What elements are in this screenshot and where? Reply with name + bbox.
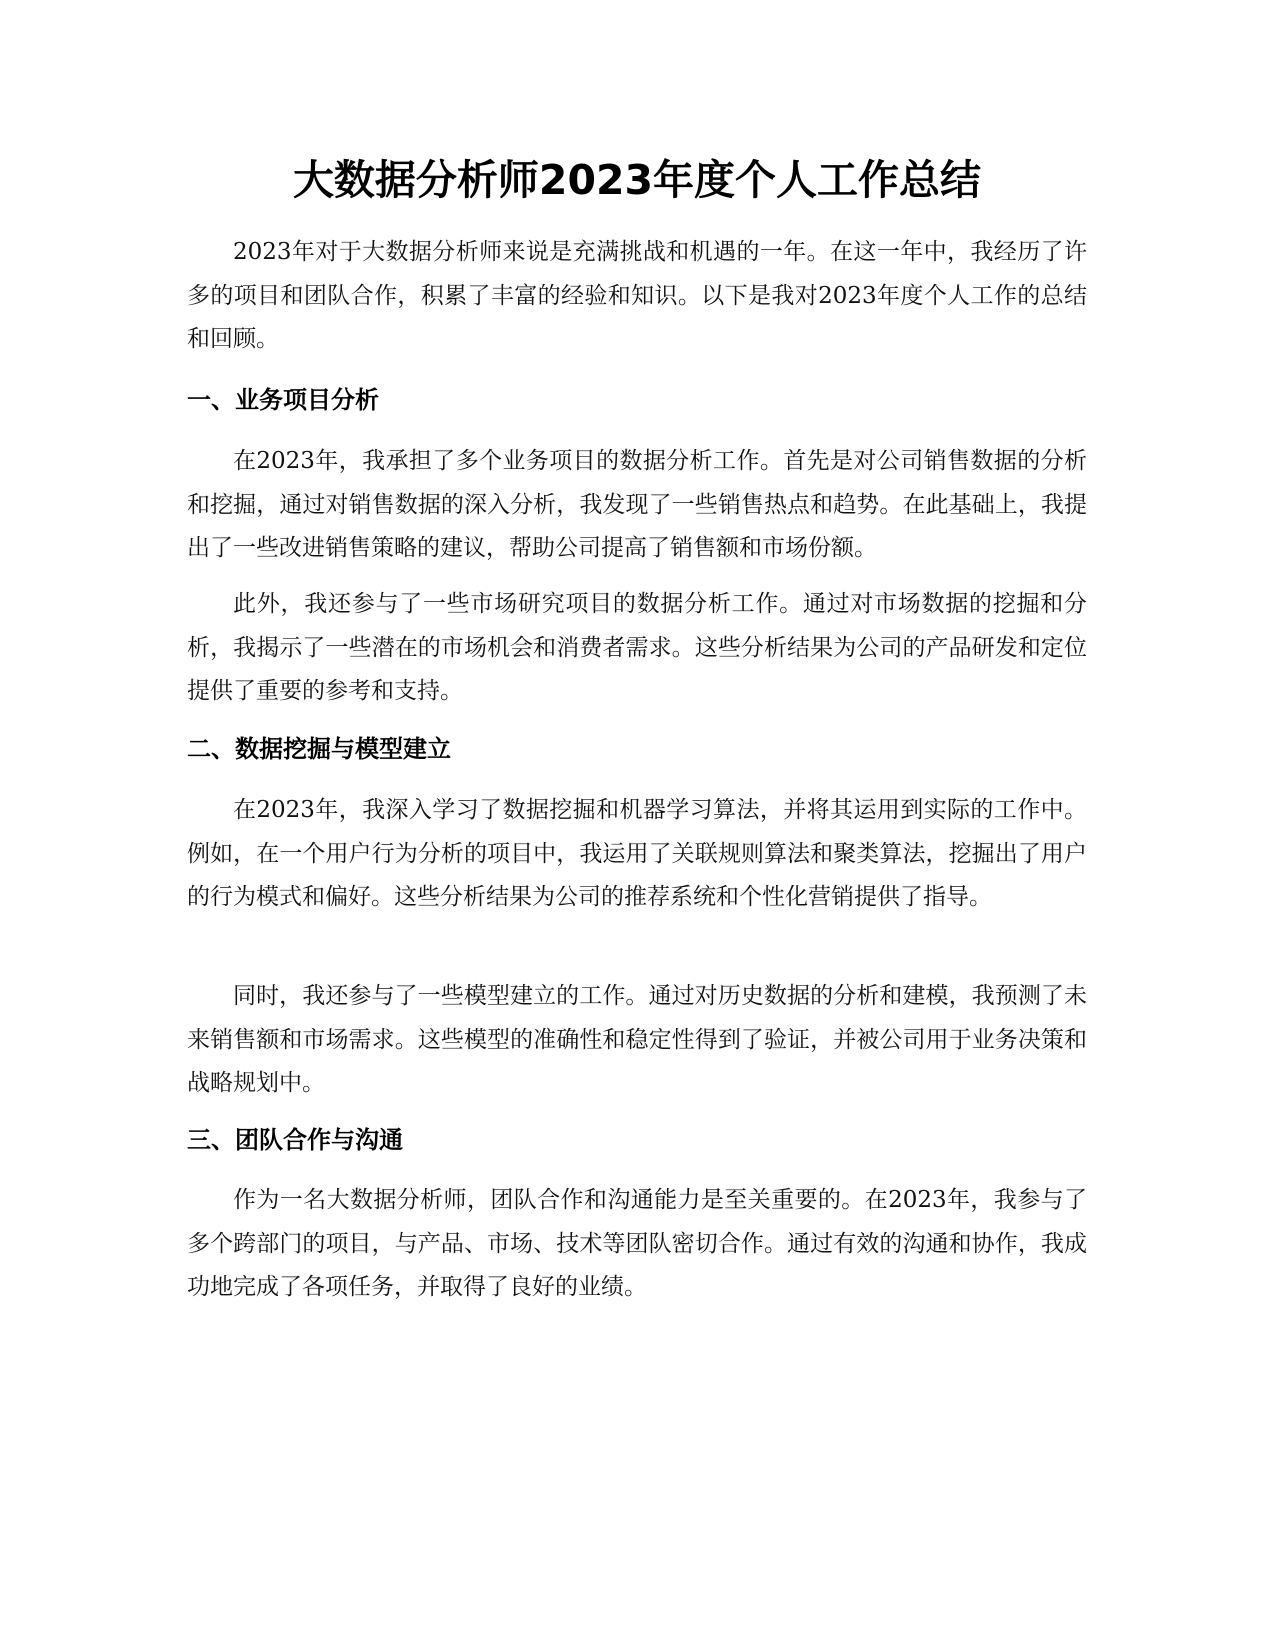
section-1-paragraph-1: 在2023年，我承担了多个业务项目的数据分析工作。首先是对公司销售数据的分析和挖掘，通过对销售数据的深入分析，我发现了一些销售热点和趋势。在此基础上，我提出了一些改进销售策略的建议，帮助公司提高了销售额和市场份额。 (187, 448, 1087, 561)
section-1-paragraph-2: 此外，我还参与了一些市场研究项目的数据分析工作。通过对市场数据的挖掘和分析，我揭示了一些潜在的市场机会和消费者需求。这些分析结果为公司的产品研发和定位提供了重要的参考和支持。 (187, 591, 1087, 704)
section-heading-data-mining: 二、数据挖掘与模型建立 (187, 735, 451, 763)
section-2-paragraph-2: 同时，我还参与了一些模型建立的工作。通过对历史数据的分析和建模，我预测了未来销售额和市场需求。这些模型的准确性和稳定性得到了验证，并被公司用于业务决策和战略规划中。 (187, 983, 1087, 1096)
section-3-paragraph-1: 作为一名大数据分析师，团队合作和沟通能力是至关重要的。在2023年，我参与了多个跨部门的项目，与产品、市场、技术等团队密切合作。通过有效的沟通和协作，我成功地完成了各项任务，并取得了良好的业绩。 (187, 1187, 1087, 1300)
section-2-paragraph-1: 在2023年，我深入学习了数据挖掘和机器学习算法，并将其运用到实际的工作中。例如，在一个用户行为分析的项目中，我运用了关联规则算法和聚类算法，挖掘出了用户的行为模式和偏好。这些分析结果为公司的推荐系统和个性化营销提供了指导。 (187, 797, 1087, 910)
document-title: 大数据分析师2023年度个人工作总结 (292, 156, 982, 204)
intro-paragraph: 2023年对于大数据分析师来说是充满挑战和机遇的一年。在这一年中，我经历了许多的项目和团队合作，积累了丰富的经验和知识。以下是我对2023年度个人工作的总结和回顾。 (187, 239, 1087, 352)
section-heading-business-analysis: 一、业务项目分析 (187, 386, 379, 414)
section-heading-teamwork: 三、团队合作与沟通 (187, 1126, 403, 1154)
